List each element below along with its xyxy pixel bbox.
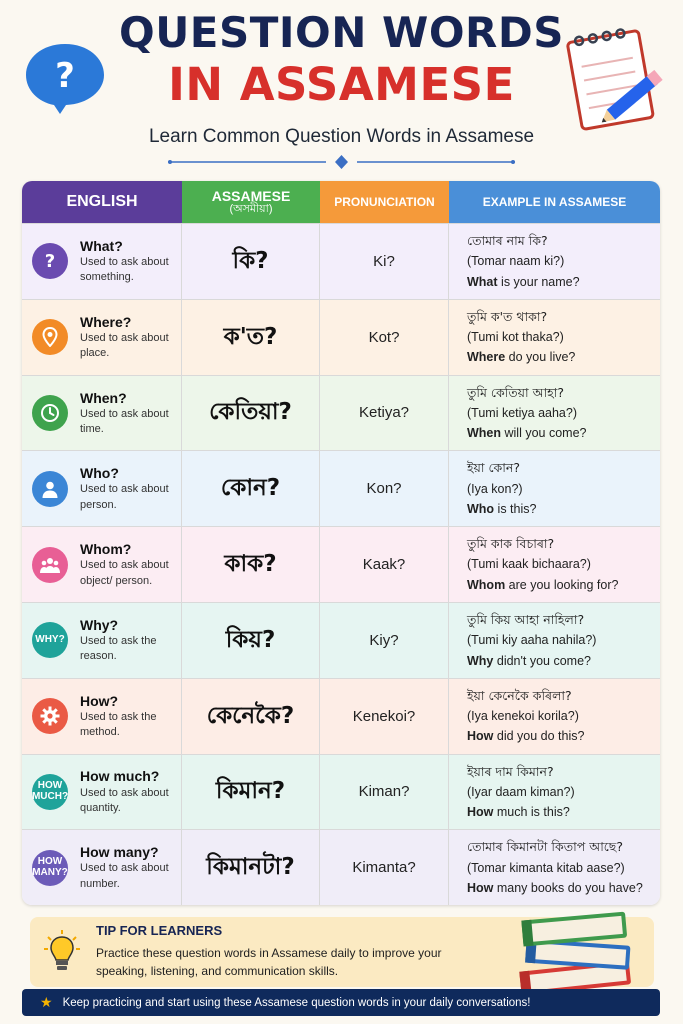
location-pin-icon xyxy=(32,319,68,355)
example-assamese: ইয়াৰ দাম কিমান? xyxy=(467,763,554,779)
english-description: Used to ask about something. xyxy=(80,256,169,284)
question-mark-icon xyxy=(32,243,68,279)
english-text xyxy=(80,313,172,362)
cell-english xyxy=(22,300,182,375)
example-english-rest: didn't you come? xyxy=(493,653,591,668)
page-title-line2: IN ASSAMESE xyxy=(168,58,515,111)
cell-assamese: কাক? xyxy=(182,527,320,602)
cell-pronunciation: Kaak? xyxy=(320,527,449,602)
cell-pronunciation: Kiy? xyxy=(320,603,449,678)
example-english xyxy=(467,347,660,367)
example-assamese: ইয়া কেনেকৈ কৰিলা? xyxy=(467,687,572,703)
example-english-keyword: When xyxy=(467,426,502,441)
table-row xyxy=(22,375,660,451)
example-english-rest: will you come? xyxy=(501,426,587,441)
books-icon xyxy=(510,906,640,998)
header-assamese: ASSAMESE (অসমীয়া) xyxy=(182,181,320,223)
how-many-badge-icon xyxy=(32,850,68,886)
example-assamese: তুমি কিয় আহা নাহিলা? xyxy=(467,612,585,627)
example-english-keyword: How xyxy=(467,880,494,895)
english-text xyxy=(80,389,172,438)
example-english-rest: do you live? xyxy=(505,350,576,365)
person-icon xyxy=(32,471,68,507)
star-icon: ★ xyxy=(40,994,53,1010)
cell-english xyxy=(22,376,182,451)
light-bulb-icon xyxy=(44,929,80,973)
table-row xyxy=(22,299,660,375)
svg-text:?: ? xyxy=(55,56,75,96)
example-transliteration: (Iya kenekoi korila?) xyxy=(467,709,579,724)
example-assamese: তুমি কেতিয়া আহা? xyxy=(467,384,565,400)
icon-label: WHY? xyxy=(35,634,65,646)
group-icon xyxy=(32,547,68,583)
english-text xyxy=(80,767,172,816)
example-transliteration: (Tomar naam ki?) xyxy=(467,254,565,269)
cell-english xyxy=(22,224,182,299)
cell-pronunciation: Ketiya? xyxy=(320,376,449,451)
header-pronunciation: PRONUNCIATION xyxy=(320,181,449,223)
example-transliteration: (Tumi kiy aaha nahila?) xyxy=(467,633,597,648)
tip-title: TIP FOR LEARNERS xyxy=(96,923,223,938)
example-english-keyword: How xyxy=(467,805,494,820)
example-english xyxy=(467,499,660,519)
english-word: Where? xyxy=(80,313,132,330)
english-word: When? xyxy=(80,389,127,406)
example-english xyxy=(467,423,660,443)
cell-assamese: কোন? xyxy=(182,451,320,526)
why-badge-icon xyxy=(32,622,68,658)
english-word: How much? xyxy=(80,768,160,785)
cell-english xyxy=(22,679,182,754)
cell-pronunciation: Kiman? xyxy=(320,755,449,830)
table-row xyxy=(22,602,660,678)
cell-example xyxy=(449,224,660,299)
english-description: Used to ask about place. xyxy=(80,331,169,360)
example-assamese: তুমি কাক বিচাৰা? xyxy=(467,536,555,552)
english-text xyxy=(80,616,172,665)
table-body xyxy=(22,223,660,905)
cell-pronunciation: Kot? xyxy=(320,300,449,375)
icon-label: HOW MANY? xyxy=(32,856,68,878)
tip-text: Practice these question words in Assamese daily to improve your speaking, listening, and communication skills. xyxy=(96,946,442,978)
example-assamese: তোমাৰ কিমানটা কিতাপ আছে? xyxy=(467,839,624,855)
header-english: ENGLISH xyxy=(22,181,182,223)
english-text xyxy=(80,843,172,892)
example-transliteration: (Tumi kot thaka?) xyxy=(467,330,564,345)
example-english-keyword: What xyxy=(467,274,498,289)
example-english-rest: is your name? xyxy=(497,274,580,289)
example-english xyxy=(467,272,660,292)
example-english xyxy=(467,878,660,898)
cell-pronunciation: Kenekoi? xyxy=(320,679,449,754)
example-assamese: ইয়া কোন? xyxy=(467,460,521,476)
english-description: Used to ask the method. xyxy=(80,710,157,739)
cell-english xyxy=(22,830,182,905)
english-word: Who? xyxy=(80,465,119,482)
table-row xyxy=(22,829,660,905)
example-english-rest: is this? xyxy=(494,501,537,516)
english-description: Used to ask about person. xyxy=(80,483,169,511)
english-description: Used to ask the reason. xyxy=(80,635,157,663)
page-subtitle: Learn Common Question Words in Assamese xyxy=(148,126,535,147)
cell-assamese: কি? xyxy=(182,224,320,299)
table-row xyxy=(22,526,660,602)
cell-english xyxy=(22,527,182,602)
example-english-keyword: Whom xyxy=(467,577,506,592)
clock-icon xyxy=(32,395,68,431)
cell-assamese: কিমানটা? xyxy=(182,830,320,905)
english-description: Used to ask about time. xyxy=(80,407,169,436)
cell-assamese: ক'ত? xyxy=(182,300,320,375)
header xyxy=(0,0,683,178)
example-transliteration: (Tomar kimanta kitab aase?) xyxy=(467,860,625,875)
example-transliteration: (Tumi ketiya aaha?) xyxy=(467,405,577,420)
english-word: How many? xyxy=(80,844,159,861)
cell-assamese: কিয়? xyxy=(182,603,320,678)
english-text xyxy=(80,692,172,741)
example-assamese: তোমাৰ নাম কি? xyxy=(467,233,548,249)
how-much-badge-icon xyxy=(32,774,68,810)
example-english-keyword: How xyxy=(467,729,494,744)
example-english xyxy=(467,726,660,746)
cell-english xyxy=(22,603,182,678)
english-word: Why? xyxy=(80,616,119,633)
notepad-pencil-icon xyxy=(560,22,670,134)
english-description: Used to ask about quantity. xyxy=(80,786,169,815)
cell-assamese: কিমান? xyxy=(182,755,320,830)
cell-assamese: কেনেকৈ? xyxy=(182,679,320,754)
cell-example xyxy=(449,527,660,602)
svg-text:?: ? xyxy=(44,251,56,272)
cell-example xyxy=(449,300,660,375)
cell-example xyxy=(449,451,660,526)
table-header xyxy=(22,181,660,223)
cell-assamese: কেতিয়া? xyxy=(182,376,320,451)
english-description: Used to ask about number. xyxy=(80,862,169,890)
example-transliteration: (Iyar daam kiman?) xyxy=(467,784,575,799)
gear-icon xyxy=(32,698,68,734)
example-english-keyword: Why xyxy=(467,653,494,668)
example-transliteration: (Tumi kaak bichaara?) xyxy=(467,557,591,572)
cell-example xyxy=(449,376,660,451)
example-english xyxy=(467,651,660,671)
cell-pronunciation: Ki? xyxy=(320,224,449,299)
cell-english xyxy=(22,451,182,526)
example-english-rest: did you do this? xyxy=(493,729,585,744)
english-text xyxy=(80,540,172,589)
english-word: How? xyxy=(80,692,119,709)
table-row xyxy=(22,754,660,830)
cell-pronunciation: Kon? xyxy=(320,451,449,526)
example-english-keyword: Who xyxy=(467,501,495,516)
title-divider xyxy=(168,152,515,172)
cell-example xyxy=(449,755,660,830)
example-english-keyword: Where xyxy=(467,350,506,365)
example-english-rest: much is this? xyxy=(493,805,570,820)
footer-text: Keep practicing and start using these Assamese question words in your daily conversations! xyxy=(62,996,531,1009)
example-english-rest: are you looking for? xyxy=(505,577,619,592)
table-row xyxy=(22,450,660,526)
english-word: Whom? xyxy=(80,541,132,558)
cell-example xyxy=(449,830,660,905)
cell-english xyxy=(22,755,182,830)
page-title-line1: QUESTION WORDS xyxy=(119,8,564,57)
example-assamese: তুমি ক'ত থাকা? xyxy=(467,308,548,324)
example-english-rest: many books do you have? xyxy=(493,880,643,895)
example-english xyxy=(467,802,660,822)
english-text xyxy=(80,464,172,513)
table-row xyxy=(22,223,660,299)
icon-label: HOW MUCH? xyxy=(31,780,69,802)
question-words-table xyxy=(22,181,660,905)
cell-pronunciation: Kimanta? xyxy=(320,830,449,905)
english-description: Used to ask about object/ person. xyxy=(80,559,169,587)
english-text xyxy=(80,237,172,286)
table-row xyxy=(22,678,660,754)
cell-example xyxy=(449,603,660,678)
example-english xyxy=(467,575,660,595)
footer-banner xyxy=(22,989,660,1016)
example-transliteration: (Iya kon?) xyxy=(467,481,523,496)
cell-example xyxy=(449,679,660,754)
header-example: EXAMPLE IN ASSAMESE xyxy=(449,181,660,223)
english-word: What? xyxy=(80,237,123,254)
